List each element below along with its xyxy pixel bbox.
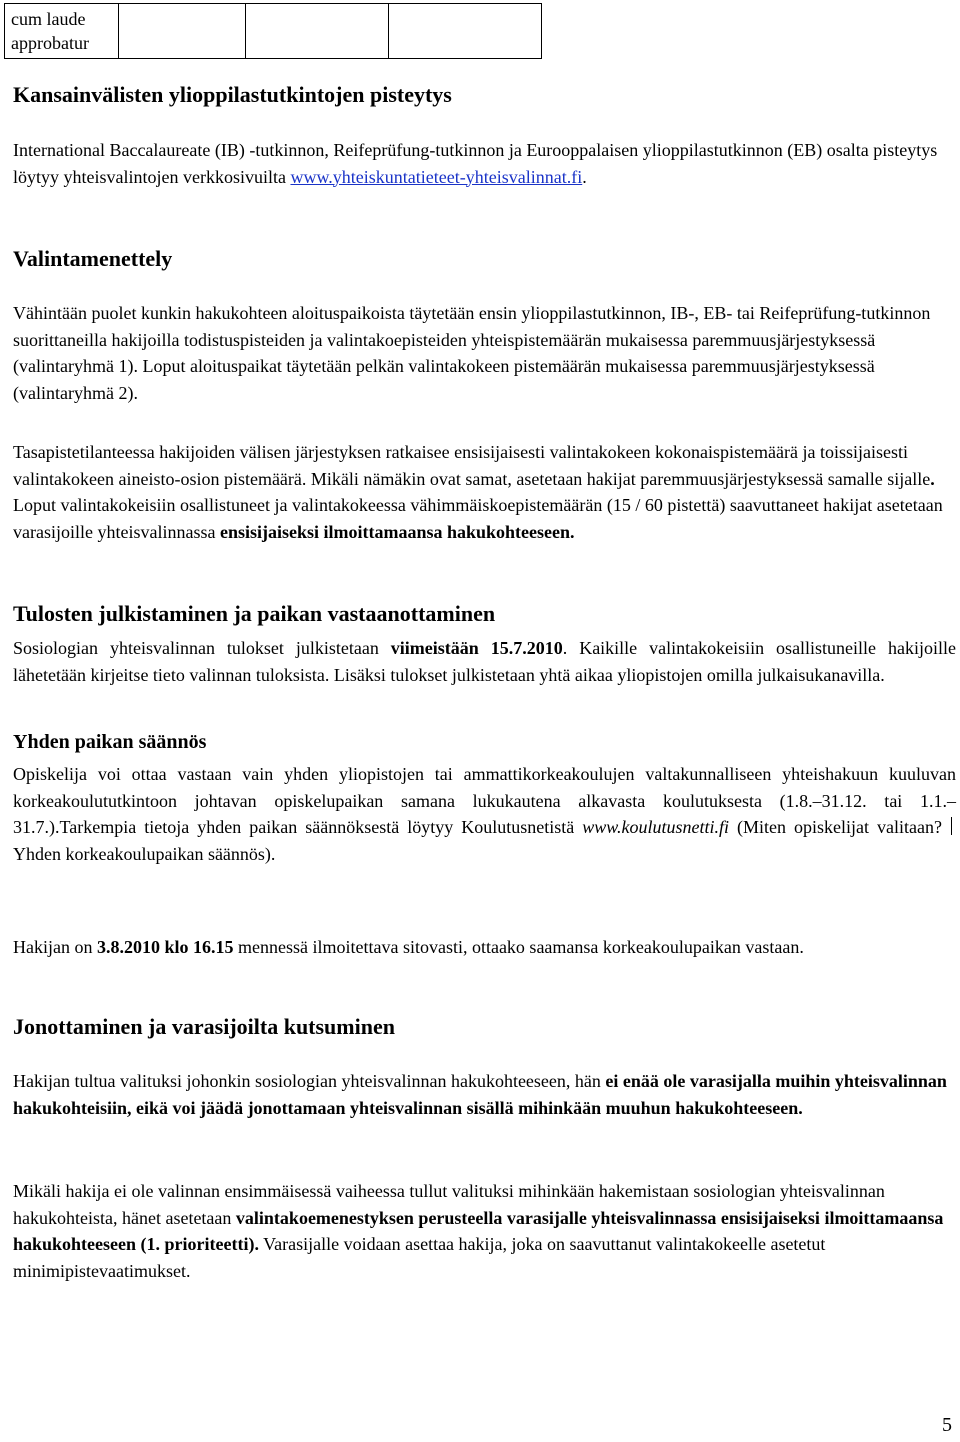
table-cell-empty xyxy=(119,4,246,59)
grading-table xyxy=(4,3,542,59)
table-cell-empty xyxy=(389,4,542,59)
heading-intl: Kansainvälisten ylioppilastutkintojen pisteytys xyxy=(13,82,452,107)
page-number: 5 xyxy=(942,1414,952,1436)
table-cell-cum-laude: cum laude approbatur xyxy=(5,4,119,59)
paragraph-intl: International Baccalaureate (IB) -tutkinnon, Reifeprüfung-tutkinnon ja Eurooppalaisen ylioppilastutkinnon (EB) osalta pisteytys löytyy yhteisvalintojen verkkosivuilta www.yhteiskuntatieteet-yhteisvalinnat.fi. xyxy=(13,140,938,187)
paragraph-jono-2: Mikäli hakija ei ole valinnan ensimmäisessä vaiheessa tullut valituksi mihinkään hakemistaan sosiologian yhteisvalinnan hakukohteista, hänet asetetaan valintakoemenestyksen perusteella varasijalle yhteisvalinnassa ensisijaiseksi ilmoittamaansa hakukohteeseen (1. prioriteetti). Varasijalle voidaan asettaa hakija, joka on saavuttanut valintakokeelle asetetut minimipistevaatimukset. xyxy=(13,1181,944,1281)
heading-jonottaminen: Jonottaminen ja varasijoilta kutsuminen xyxy=(13,1014,395,1039)
paragraph-valinta-1: Vähintään puolet kunkin hakukohteen aloituspaikoista täytetään ensin ylioppilastutkinnon, IB-, EB- tai Reifeprüfung-tutkinnon suorittaneilla hakijoilla todistuspisteiden ja valintakoepisteiden yhteispistemäärän mukaisessa paremmuusjärjestyksessä (valintaryhmä 1). Loput aloituspaikat täytetään pelkän valintakokeen pistemäärän mukaisessa paremmuusjärjestyksessä (valintaryhmä 2). xyxy=(13,303,931,403)
paragraph-jono-1: Hakijan tultua valituksi johonkin sosiologian yhteisvalinnan hakukohteeseen, hän ei enää ole varasijalla muihin yhteisvalinnan hakukohteisiin, eikä voi jäädä jonottamaan yhteisvalinnan sisällä mihinkään muuhun hakukohteeseen. xyxy=(13,1071,947,1118)
paragraph-yhden-paikan: Opiskelija voi ottaa vastaan vain yhden yliopistojen tai ammattikorkeakoulujen valtakunnalliseen yhteishakuun kuuluvan korkeakoulututkintoon johtavan opiskelupaikan samana lukukautena alkavasta koulutuksesta (1.8.–31.12. tai 1.1.–31.7.).Tarkempia tietoja yhden paikan säännöksestä löytyy Koulutusnetistä www.koulutusnetti.fi (Miten opiskelijat valitaan? Yhden korkeakoulupaikan säännös). xyxy=(13,764,956,864)
paragraph-valinta-2: Tasapistetilanteessa hakijoiden välisen järjestyksen ratkaisee ensisijaisesti valintakokeen kokonaispistemäärä ja toissijaisesti valintakokeen aineisto-osion pistemäärä. Mikäli nämäkin ovat samat, asetetaan hakijat paremmuusjärjestyksessä samalle sijalle. Loput valintakokeisiin osallistuneet ja valintakokeessa vähimmäiskoepistemäärän (15 / 60 pistettä) saavuttaneet hakijat asetetaan varasijoille yhteisvalinnassa ensisijaiseksi ilmoittamaansa hakukohteeseen. xyxy=(13,442,943,542)
link-koulutusnetti[interactable]: www.koulutusnetti.fi xyxy=(582,817,729,837)
heading-tulokset: Tulosten julkistaminen ja paikan vastaanottaminen xyxy=(13,601,496,626)
text-cursor-divider xyxy=(951,817,952,835)
link-yhteisvalinnat[interactable]: www.yhteiskuntatieteet-yhteisvalinnat.fi xyxy=(290,166,583,187)
heading-yhden-paikan: Yhden paikan säännös xyxy=(13,731,207,753)
table-cell-empty xyxy=(246,4,389,59)
heading-valintamenettely: Valintamenettely xyxy=(13,246,173,271)
paragraph-tulokset: Sosiologian yhteisvalinnan tulokset julkistetaan viimeistään 15.7.2010. Kaikille valintakokeisiin osallistuneille hakijoille lähetetään kirjeitse tieto valinnan tuloksista. Lisäksi tulokset julkistetaan yhtä aikaa yliopistojen omilla julkaisukanavilla. xyxy=(13,638,956,685)
paragraph-hakija: Hakijan on 3.8.2010 klo 16.15 mennessä ilmoitettava sitovasti, ottaako saamansa korkeakoulupaikan vastaan. xyxy=(13,937,804,957)
